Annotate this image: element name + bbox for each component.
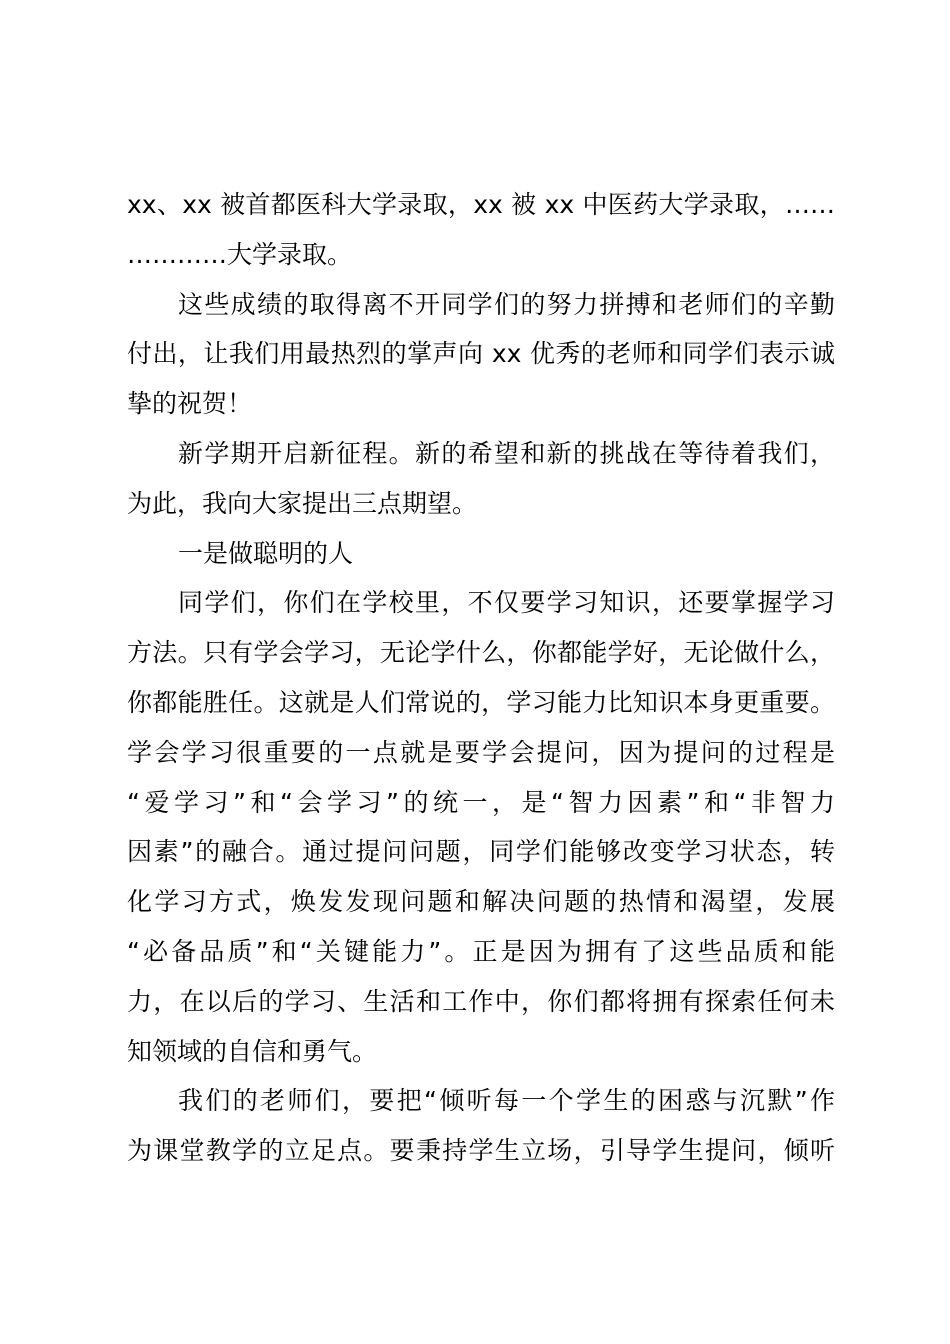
text-line: 方法。只有学会学习，无论学什么，你都能学好，无论做什么， xyxy=(127,638,835,668)
text-line: xx、xx 被首都医科大学录取，xx 被 xx 中医药大学录取，…… xyxy=(127,190,835,219)
text-line: 挚的祝贺！ xyxy=(127,389,253,419)
document-body xyxy=(127,180,835,1176)
text-line: 化学习方式，焕发发现问题和解决问题的热情和渴望，发展 xyxy=(127,887,835,917)
text-line: “必备品质”和“关键能力”。正是因为拥有了这些品质和能 xyxy=(127,936,835,966)
text-line: “爱学习”和“会学习”的统一，是“智力因素”和“非智力 xyxy=(127,787,835,817)
section-heading: 一是做聪明的人 xyxy=(178,538,354,568)
text-line: 付出，让我们用最热烈的掌声向 xx 优秀的老师和同学们表示诚 xyxy=(127,339,835,369)
text-line: 新学期开启新征程。新的希望和新的挑战在等待着我们， xyxy=(178,438,835,468)
text-line: 我们的老师们，要把“倾听每一个学生的困惑与沉默”作 xyxy=(178,1086,835,1116)
text-line: …………大学录取。 xyxy=(127,239,353,269)
text-line: 为此，我向大家提出三点期望。 xyxy=(127,488,478,518)
text-line: 你都能胜任。这就是人们常说的，学习能力比知识本身更重要。 xyxy=(127,687,835,717)
text-line: 同学们，你们在学校里，不仅要学习知识，还要掌握学习 xyxy=(178,588,835,618)
text-line: 因素”的融合。通过提问问题，同学们能够改变学习状态，转 xyxy=(127,837,835,867)
text-line: 力，在以后的学习、生活和工作中，你们都将拥有探索任何未 xyxy=(127,986,835,1016)
text-line: 这些成绩的取得离不开同学们的努力拼搏和老师们的辛勤 xyxy=(178,289,835,319)
text-line: 知领域的自信和勇气。 xyxy=(127,1036,378,1066)
text-line: 学会学习很重要的一点就是要学会提问，因为提问的过程是 xyxy=(127,737,835,767)
text-line: 为课堂教学的立足点。要秉持学生立场，引导学生提问，倾听 xyxy=(127,1136,835,1166)
